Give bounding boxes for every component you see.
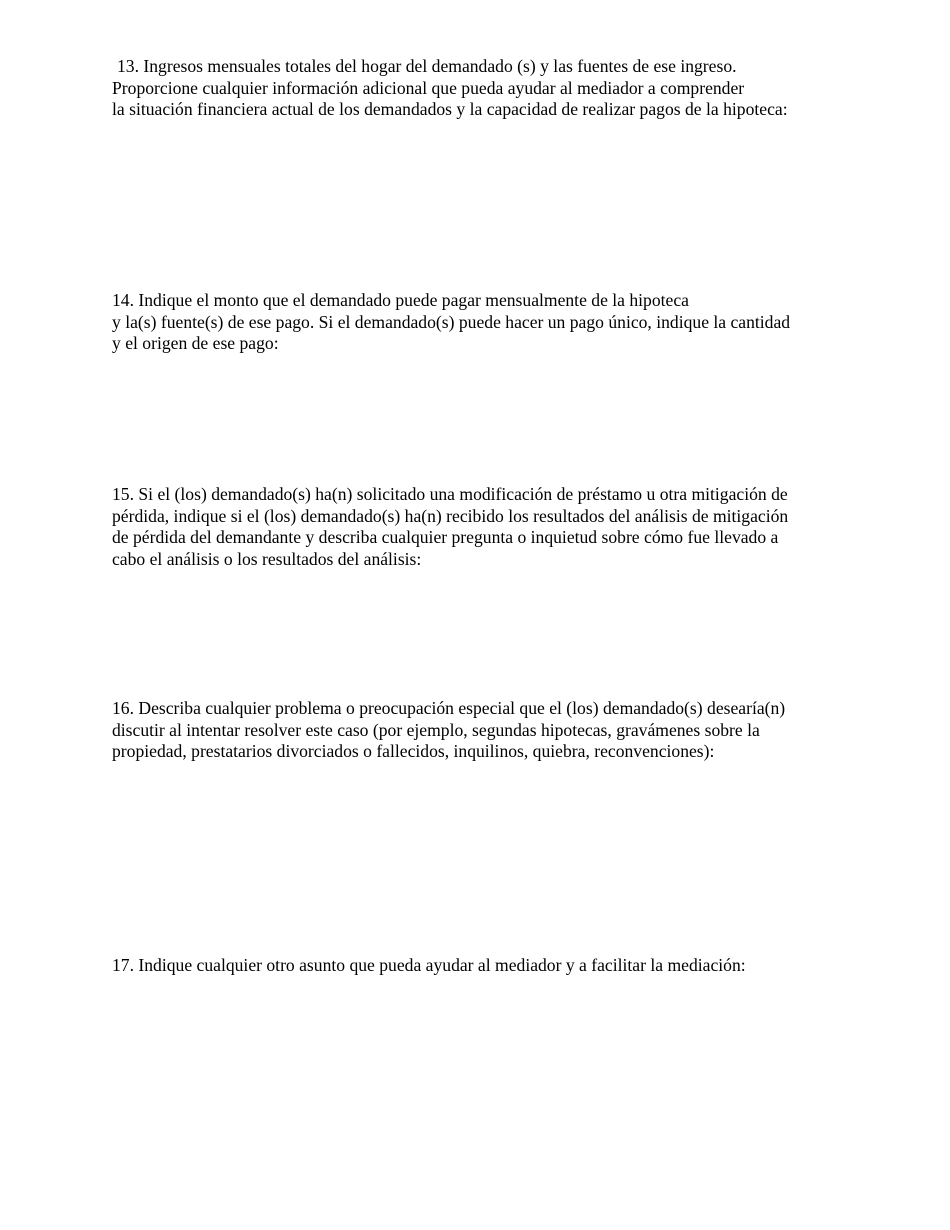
question-15-line-3: de pérdida del demandante y describa cualquier pregunta o inquietud sobre cómo fue llevado a — [112, 527, 779, 547]
question-14-line-1: 14. Indique el monto que el demandado puede pagar mensualmente de la hipoteca — [112, 290, 689, 310]
answer-space-16[interactable] — [112, 766, 842, 948]
question-16 — [112, 698, 842, 763]
answer-space-14[interactable] — [112, 358, 842, 478]
answer-space-13[interactable] — [112, 124, 842, 284]
question-16-line-3: propiedad, prestatarios divorciados o fallecidos, inquilinos, quiebra, reconvenciones): — [112, 741, 715, 761]
question-15-line-2: pérdida, indique si el (los) demandado(s) ha(n) recibido los resultados del análisis de mitigación — [112, 505, 789, 526]
question-14-line-2: y la(s) fuente(s) de ese pago. Si el demandado(s) puede hacer un pago único, indique la cantidad — [112, 311, 791, 332]
question-13 — [112, 56, 842, 121]
question-16-line-2: discutir al intentar resolver este caso (por ejemplo, segundas hipotecas, gravámenes sobre la — [112, 719, 760, 740]
question-14 — [112, 290, 842, 355]
question-16-line-1: 16. Describa cualquier problema o preocupación especial que el (los) demandado(s) desearía(n) — [112, 698, 786, 718]
question-17-line-1: 17. Indique cualquier otro asunto que pueda ayudar al mediador y a facilitar la mediación: — [112, 955, 746, 975]
question-17 — [112, 955, 842, 977]
question-15-line-1: 15. Si el (los) demandado(s) ha(n) solicitado una modificación de préstamo u otra mitigación de — [112, 484, 788, 504]
question-15 — [112, 484, 842, 570]
question-15-line-4: cabo el análisis o los resultados del análisis: — [112, 548, 422, 569]
answer-space-17[interactable] — [112, 982, 842, 1202]
answer-space-15[interactable] — [112, 574, 842, 692]
question-13-line-1: 13. Ingresos mensuales totales del hogar del demandado (s) y las fuentes de ese ingreso. — [117, 56, 737, 76]
question-13-line-3: la situación financiera actual de los demandados y la capacidad de realizar pagos de la hipoteca: — [112, 99, 788, 119]
question-14-line-3: y el origen de ese pago: — [112, 333, 279, 353]
question-13-line-2: Proporcione cualquier información adicional que pueda ayudar al mediador a comprender — [112, 77, 745, 98]
